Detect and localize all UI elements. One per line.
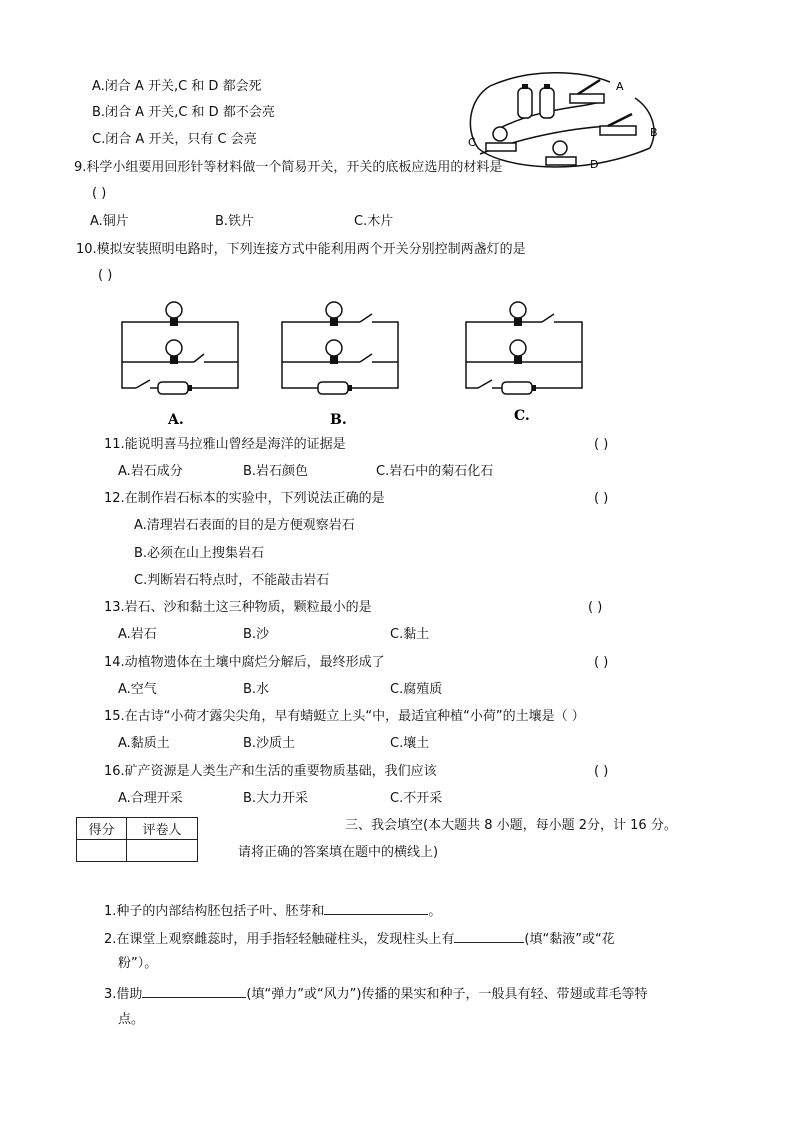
label-a: A. <box>168 412 184 428</box>
section3-title: 三、我会填空(本大题共 8 小题，每小题 2分，计 16 分。 <box>345 818 677 833</box>
label-c: C. <box>514 408 530 424</box>
bulb-2 <box>326 340 342 356</box>
fill-q3-cont: 点。 <box>118 1012 145 1027</box>
q11-option-b: B.岩石颜色 <box>243 464 309 479</box>
fill-q2-blank[interactable] <box>454 929 524 943</box>
q15-stem: 15.在古诗“小荷才露尖尖角，早有蜻蜓立上头“中，最适宜种植“小荷”的土壤是（ ） <box>104 709 585 724</box>
bulb-c <box>493 127 507 141</box>
q9-stem: 9.科学小组要用回形针等材料做一个简易开关，开关的底板应选用的材料是 <box>74 160 503 175</box>
fill-q3-blank[interactable] <box>142 984 246 998</box>
q13-stem: 13.岩石、沙和黏土这三种物质，颗粒最小的是 <box>104 600 372 615</box>
fill-q2-text: 2.在课堂上观察雌蕊时，用手指轻轻触碰柱头，发现柱头上有 <box>104 932 455 947</box>
q14-option-c: C.腐殖质 <box>390 682 443 697</box>
battery <box>502 382 532 394</box>
q13-option-c: C.黏土 <box>390 627 430 642</box>
q10-circuit-c <box>462 296 590 428</box>
bulb-1 <box>326 302 342 318</box>
grader-header: 评卷人 <box>127 818 198 840</box>
q14-option-a: A.空气 <box>118 682 157 697</box>
q15-option-c: C.壤土 <box>390 736 430 751</box>
q15-option-a: A.黏质土 <box>118 736 170 751</box>
q10-paren: ( ) <box>98 268 113 283</box>
q9-paren: ( ) <box>92 186 107 201</box>
label-b: B <box>650 126 658 139</box>
q10-circuit-b <box>278 296 406 428</box>
q8-option-b: B.闭合 A 开关,C 和 D 都不会亮 <box>92 105 275 120</box>
fill-q2-cont: 粉”）。 <box>118 956 158 971</box>
bulb-1 <box>166 302 182 318</box>
section3-instruction: 请将正确的答案填在题中的横线上) <box>238 845 439 860</box>
q8-option-c: C.闭合 A 开关，只有 C 会亮 <box>92 132 257 147</box>
label-b: B. <box>330 412 347 428</box>
q12-option-b: B.必须在山上搜集岩石 <box>134 546 265 561</box>
q16-stem: 16.矿产资源是人类生产和生活的重要物质基础，我们应该 <box>104 764 437 779</box>
fill-q3-hint: (填“弹力”或“风力”)传播的果实和种子，一般具有轻、带翅或茸毛等特 <box>246 987 648 1002</box>
fill-q1 <box>104 901 441 920</box>
fill-q3-text: 3.借助 <box>104 987 143 1002</box>
q12-paren: ( ) <box>594 491 609 506</box>
label-a: A <box>616 80 624 93</box>
fill-q2 <box>104 929 615 948</box>
q9-option-b: B.铁片 <box>215 214 255 229</box>
score-header: 得分 <box>77 818 127 840</box>
q16-paren: ( ) <box>594 764 609 779</box>
q16-option-b: B.大力开采 <box>243 791 309 806</box>
q12-option-c: C.判断岩石特点时，不能敲击岩石 <box>134 573 330 588</box>
battery-2 <box>540 88 554 118</box>
q12-option-a: A.清理岩石表面的目的是方便观察岩石 <box>134 518 355 533</box>
q16-option-c: C.不开采 <box>390 791 443 806</box>
label-c: C <box>468 136 476 149</box>
bulb-2 <box>166 340 182 356</box>
q13-paren: ( ) <box>588 600 603 615</box>
score-cell[interactable] <box>77 840 127 862</box>
q14-stem: 14.动植物遗体在土壤中腐烂分解后，最终形成了 <box>104 655 385 670</box>
grader-cell[interactable] <box>127 840 198 862</box>
fill-q1-blank[interactable] <box>324 901 428 915</box>
switch-a <box>570 94 604 103</box>
q10-circuit-a <box>118 296 246 428</box>
q15-option-b: B.沙质土 <box>243 736 296 751</box>
q14-paren: ( ) <box>594 655 609 670</box>
q11-option-c: C.岩石中的菊石化石 <box>376 464 494 479</box>
fill-q1-end: 。 <box>428 904 442 919</box>
battery-1 <box>518 88 532 118</box>
score-table <box>76 817 198 862</box>
q13-option-b: B.沙 <box>243 627 270 642</box>
q14-option-b: B.水 <box>243 682 270 697</box>
q12-stem: 12.在制作岩石标本的实验中，下列说法正确的是 <box>104 491 385 506</box>
label-d: D <box>590 158 599 171</box>
fill-q3 <box>104 984 648 1003</box>
bulb-d <box>553 141 567 155</box>
q11-option-a: A.岩石成分 <box>118 464 183 479</box>
q9-option-c: C.木片 <box>354 214 394 229</box>
bulb-2 <box>510 340 526 356</box>
q13-option-a: A.岩石 <box>118 627 157 642</box>
battery <box>318 382 348 394</box>
fill-q2-hint: (填“黏液”或“花 <box>524 932 615 947</box>
bulb-1 <box>510 302 526 318</box>
q11-paren: ( ) <box>594 437 609 452</box>
switch-b <box>600 126 636 135</box>
q16-option-a: A.合理开采 <box>118 791 183 806</box>
q8-option-a: A.闭合 A 开关,C 和 D 都会死 <box>92 79 262 94</box>
q11-stem: 11.能说明喜马拉雅山曾经是海洋的证据是 <box>104 437 346 452</box>
q9-option-a: A.铜片 <box>90 214 129 229</box>
q10-stem: 10.模拟安装照明电路时，下列连接方式中能利用两个开关分别控制两盏灯的是 <box>76 242 526 257</box>
battery <box>158 382 188 394</box>
fill-q1-text: 1.种子的内部结构胚包括子叶、胚芽和 <box>104 904 325 919</box>
